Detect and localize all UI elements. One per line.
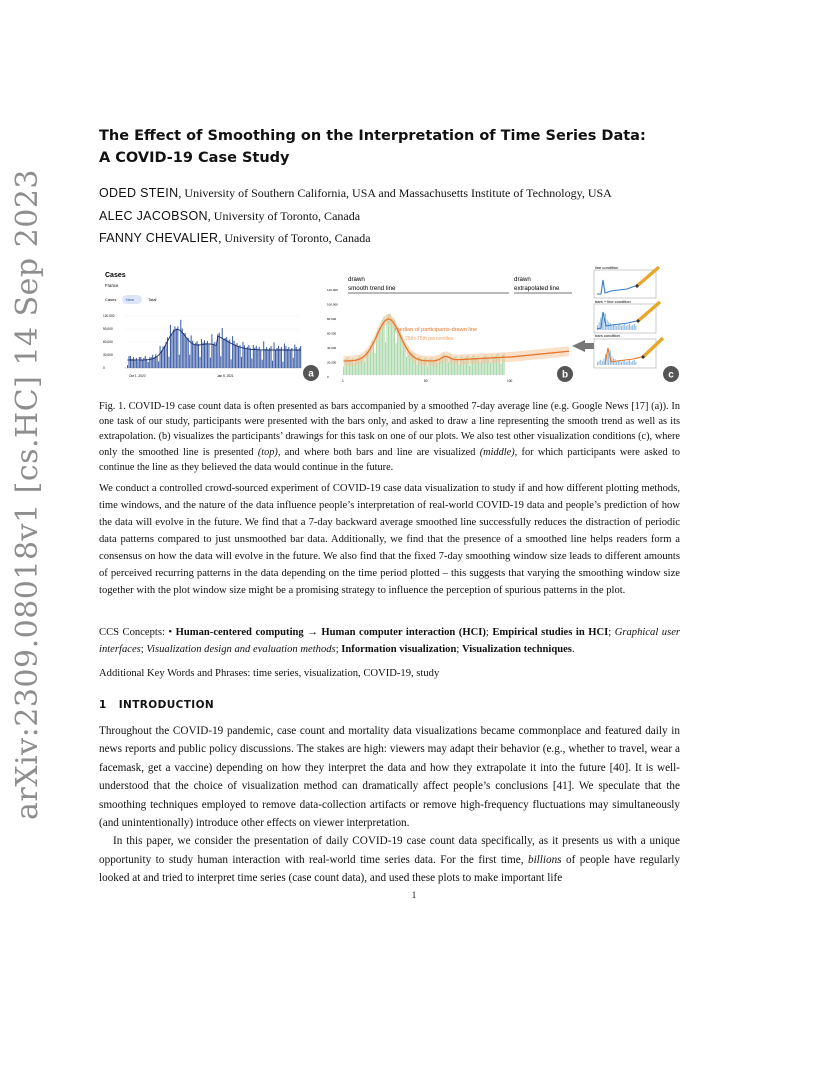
panel-a (103, 272, 319, 381)
author-name: FANNY CHEVALIER (99, 231, 219, 245)
badge-b-label: b (561, 369, 569, 381)
panel-a-tab: Cases (105, 297, 117, 302)
title-line-2: A COVID-19 Case Study (99, 150, 290, 166)
keywords: Additional Key Words and Phrases: time series, visualization, COVID-19, study (99, 668, 440, 679)
author-name: ALEC JACOBSON (99, 208, 208, 223)
panel-a-subtitle: France (105, 283, 119, 288)
panel-a-ytick: 120,000 (103, 314, 115, 318)
author-affiliation: , University of Toronto, Canada (207, 208, 361, 223)
author-name: ODED STEIN (99, 186, 179, 200)
section-heading: 1 INTRODUCTION (99, 699, 215, 711)
panel-a-ytick: 90,000 (103, 327, 113, 331)
author (99, 205, 612, 228)
panel-c-condition: bars + line condition (595, 299, 631, 304)
paper-title (99, 125, 739, 169)
panel-c-condition: line condition (595, 265, 619, 270)
panel-b-ytick: 0 (327, 375, 329, 379)
panel-b-label-right: drawn (514, 276, 531, 283)
arxiv-identifier: arXiv:2309.08018v1 [cs.HC] 14 Sep 2023 (10, 168, 45, 820)
panel-a-ytick: 60,000 (103, 340, 113, 344)
panel-b-ytick: 20,000 (327, 360, 337, 365)
panel-b (327, 276, 594, 383)
panel-a-title: Cases (105, 272, 126, 279)
panel-b-xtick: 100 (507, 379, 513, 383)
panel-b-label-left: smooth trend line (348, 285, 396, 292)
paragraph: Throughout the COVID-19 pandemic, case count and mortality data visualizations became commonplace and featured daily in news reports and public policy discussions. The stakes are high: viewers may adapt their behavior (e.g., whether to travel, wear a facemask, get a vaccine) depending on how they interpret the data and how they extrapolate it into the future [40]. It is well-understood that the choice of visualization method can dramatically affect people’s conclusions [41]. We speculate that the smoothing techniques employed to remove data-collection artifacts or remove high-frequency fluctuations may simultaneously (and unintentionally) introduce other effects on viewer interpretation. (99, 725, 680, 830)
author-list (99, 182, 612, 250)
panel-b-legend-median: median of participants-drawn line (395, 327, 478, 333)
panel-b-label-right: extrapolated line (514, 285, 560, 292)
author-affiliation: , University of Toronto, Canada (218, 231, 371, 245)
arrow-icon (572, 340, 585, 352)
abstract: We conduct a controlled crowd-sourced experiment of COVID-19 case data visualization to study if and how different plotting methods, time windows, and the nature of the data influence people’s interpretation of real-world COVID-19 data and people’s prediction of how the data will evolve in the future. We find that a 7-day backward average smoothed line successfully reduces the distraction of periodic data patterns compared to just unsmoothed bar data. Additionally, we find that the presence of a smoothed line helps readers form a consensus on how the data will evolve in the future. We also find that the fixed 7-day smoothing window size leads to different amounts of perceived recurring patterns in the data depending on the time period plotted – this suggests that varying the smoothing window size together with the plot window size might be a promising strategy to influence the perception of spurious patterns in the plot. (99, 483, 680, 596)
panel-b-ytick: 40,000 (327, 346, 337, 350)
author-affiliation: , University of Southern California, USA and Massachusetts Institute of Technology, USA (178, 186, 612, 200)
figure-caption: Fig. 1. COVID-19 case count data is often presented as bars accompanied by a smoothed 7-day average line (e.g. Google News [17] (a)). In one task of our study, participants were presented with the bars only, and asked to draw a line representing the smooth trend as well as its extrapolation. (b) visualizes the participants’ drawings for this task on one of our plots. We also test other visualization conditions (c), where only the smoothed line is presented (top), and where both bars and line are visualized (middle), for which participants were asked to continue the line as they believed the data would continue in the future. (99, 401, 680, 473)
panel-b-ytick: 120,000 (327, 288, 338, 292)
panel-b-xtick: 50 (424, 379, 428, 383)
panel-b-ytick: 60,000 (327, 331, 337, 336)
teaser-figure (99, 260, 679, 385)
panel-a-xtick: Oct 1, 2020 (129, 374, 146, 378)
ccs-concepts: CCS Concepts: • Human-centered computing → Human computer interaction (HCI); Empirical studies in HCI; Graphical user interfaces; Visualization design and evaluation methods; Information visualization; Visualization techniques. (99, 627, 681, 655)
panel-a-xtick: Jan 5, 2021 (217, 374, 234, 378)
panel-a-tab: New (126, 297, 135, 302)
title-line-1: The Effect of Smoothing on the Interpretation of Time Series Data: (99, 128, 646, 144)
introduction-text (99, 722, 680, 888)
panel-b-ytick: 80,000 (327, 317, 337, 321)
panel-b-legend-percentiles: 25th-75th percentiles (405, 336, 454, 342)
panel-b-xtick: 1 (342, 379, 344, 383)
badge-a-label: a (308, 368, 314, 380)
panel-a-tab: Total (148, 297, 157, 302)
panel-a-ytick: 30,000 (103, 353, 113, 357)
page-number: 1 (411, 890, 417, 900)
paragraph: In this paper, we consider the presentation of daily COVID-19 case count data specifically, as it presents us with a unique opportunity to study human interaction with real-world time series data. For the first time, billions of people have regularly looked at and tried to interpret time series (case count data), and used these plots to make important life (99, 835, 680, 885)
badge-c-label: c (668, 369, 674, 381)
panel-c (594, 265, 679, 382)
panel-b-label-left: drawn (348, 276, 365, 283)
author (99, 182, 612, 205)
author (99, 227, 612, 250)
panel-a-ytick: 0 (103, 366, 105, 370)
panel-b-ytick: 100,000 (327, 302, 338, 307)
panel-c-condition: bars condition (595, 333, 620, 338)
